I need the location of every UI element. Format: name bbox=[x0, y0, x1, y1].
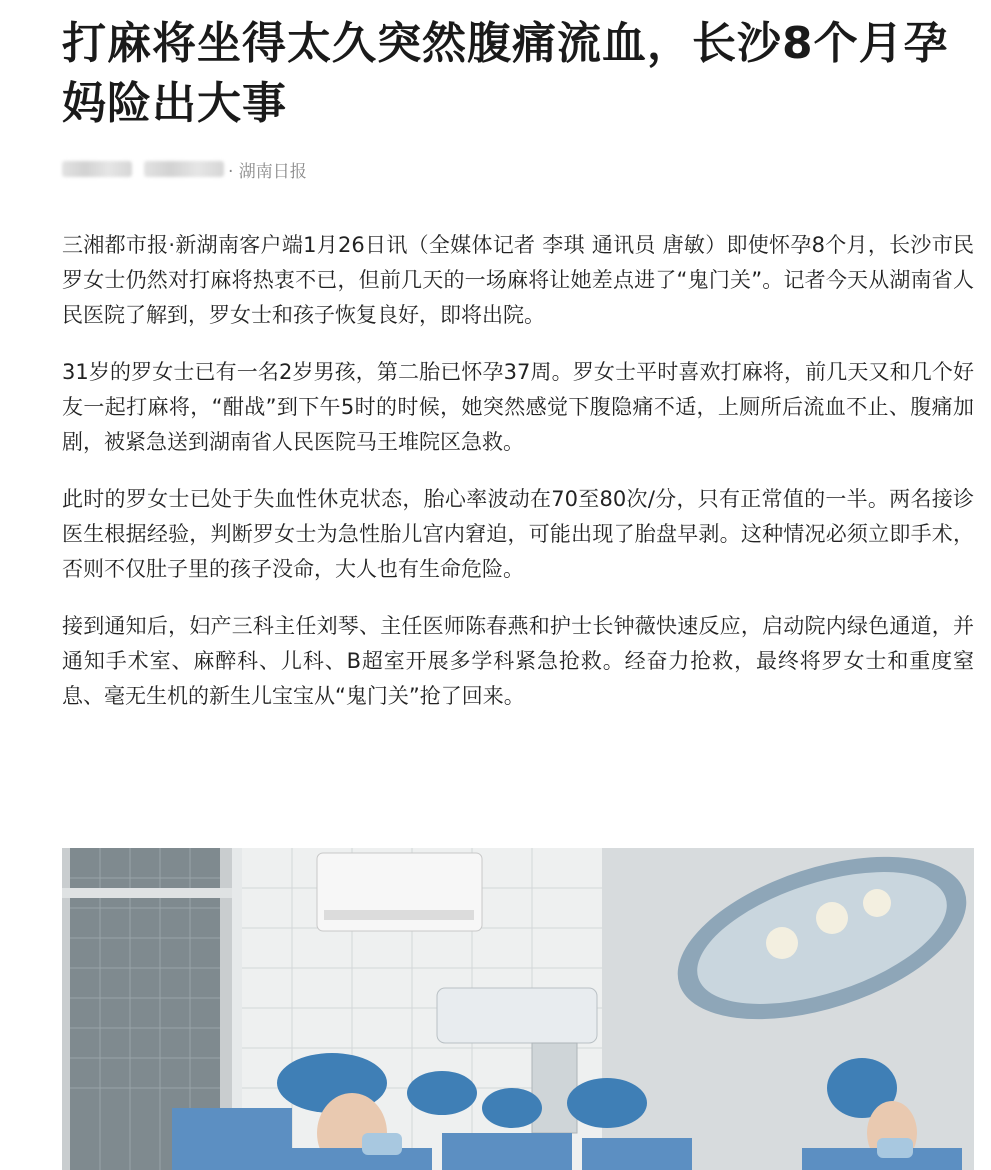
paragraph: 三湘都市报·新湖南客户端1月26日讯（全媒体记者 李琪 通讯员 唐敏）即使怀孕8个月，长沙市民罗女士仍然对打麻将热衷不已，但前几天的一场麻将让她差点进了“鬼门关”。记者今天从湖南省人民医院了解到，罗女士和孩子恢复良好，即将出院。 bbox=[62, 233, 974, 327]
blurred-time bbox=[144, 161, 224, 177]
article-source[interactable]: · 湖南日报 bbox=[228, 161, 307, 182]
paragraph: 31岁的罗女士已有一名2岁男孩，第二胎已怀孕37周。罗女士平时喜欢打麻将，前几天又和几个好友一起打麻将，“酣战”到下午5时的时候，她突然感觉下腹隐痛不适，上厕所后流血不止、腹痛加剧，被紧急送到湖南省人民医院马王堆院区急救。 bbox=[62, 360, 974, 454]
paragraph: 此时的罗女士已处于失血性休克状态，胎心率波动在70至80次/分，只有正常值的一半。两名接诊医生根据经验，判断罗女士为急性胎儿宫内窘迫，可能出现了胎盘早剥。这种情况必须立即手术，否则不仅肚子里的孩子没命，大人也有生命危险。 bbox=[62, 487, 974, 581]
article-meta bbox=[62, 154, 974, 184]
operating-room-photo bbox=[62, 848, 974, 1170]
paragraph: 接到通知后，妇产三科主任刘琴、主任医师陈春燕和护士长钟薇快速反应，启动院内绿色通道，并通知手术室、麻醉科、儿科、B超室开展多学科紧急抢救。经奋力抢救，最终将罗女士和重度窒息、毫无生机的新生儿宝宝从“鬼门关”抢了回来。 bbox=[62, 614, 974, 708]
article-body bbox=[62, 228, 974, 714]
blurred-date bbox=[62, 161, 132, 177]
article-title: 打麻将坐得太久突然腹痛流血，长沙8个月孕妈险出大事 bbox=[62, 18, 949, 129]
article-photo[interactable] bbox=[62, 848, 974, 1170]
article bbox=[62, 0, 974, 736]
